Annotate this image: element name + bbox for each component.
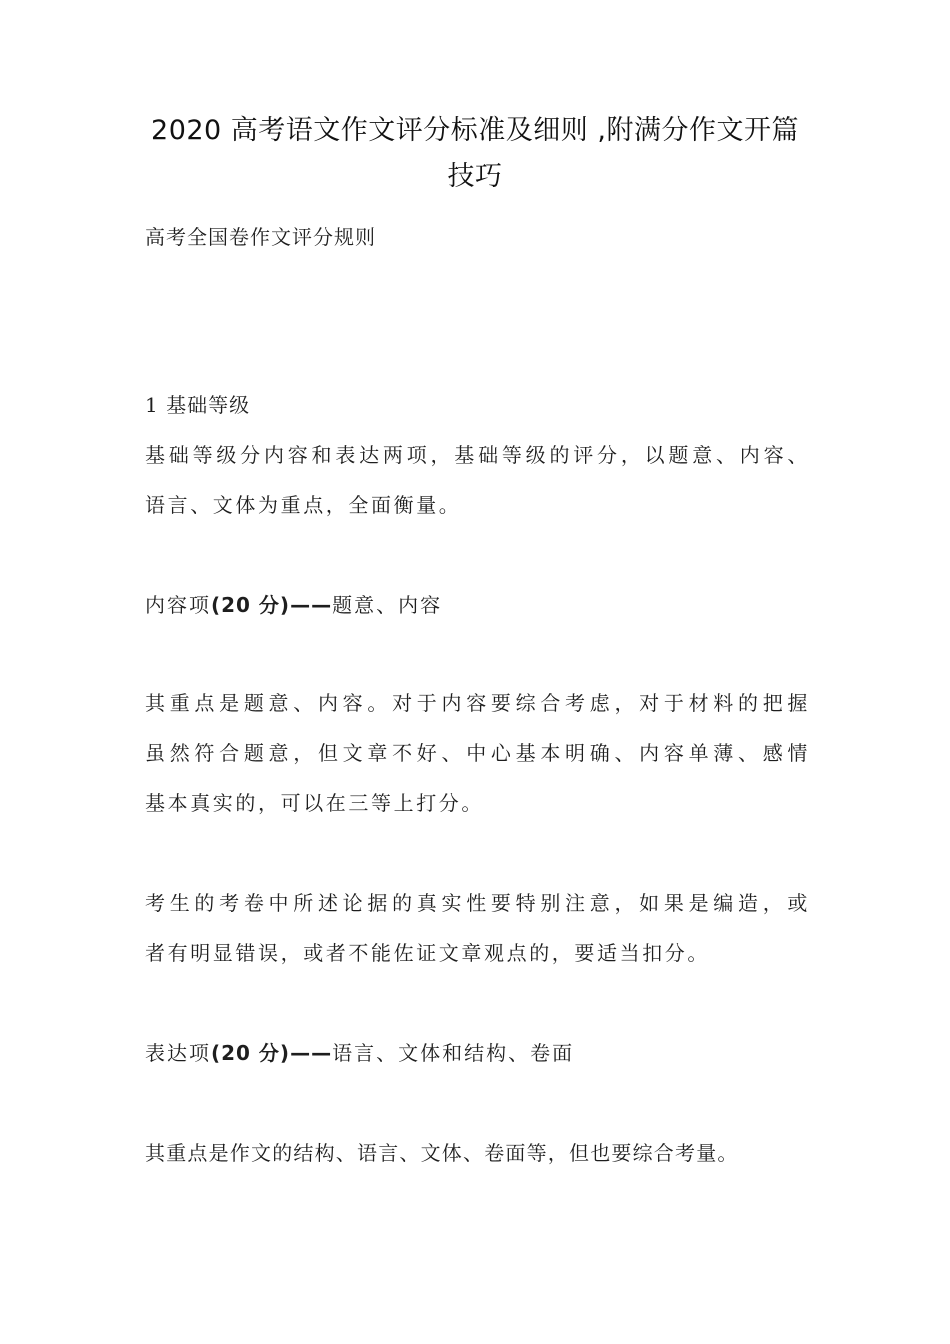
heading-suffix: 语言、文体和结构、卷面 — [332, 1041, 575, 1065]
document-subtitle: 高考全国卷作文评分规则 — [145, 225, 376, 249]
paragraph-line: 语言、文体为重点，全面衡量。 — [145, 493, 462, 517]
paragraph-line: 基本真实的，可以在三等上打分。 — [145, 791, 484, 815]
expression-item-heading — [145, 1028, 810, 1078]
document-title: 2020 高考语文作文评分标准及细则 ,附满分作文开篇技巧 — [151, 115, 799, 192]
paragraph-line: 其重点是作文的结构、语言、文体、卷面等，但也要综合考量。 — [145, 1141, 739, 1165]
paragraph-line: 虽然符合题意，但文章不好、中心基本明确、内容单薄、感情 — [145, 741, 810, 765]
section-intro-paragraph — [145, 430, 810, 530]
content-item-paragraph-1 — [145, 678, 810, 828]
paragraph-line: 考生的考卷中所述论据的真实性要特别注意，如果是编造，或 — [145, 891, 810, 915]
paragraph-line: 基础等级分内容和表达两项，基础等级的评分，以题意、内容、 — [145, 443, 810, 467]
content-item-heading — [145, 580, 810, 630]
heading-suffix: 题意、内容 — [332, 593, 443, 617]
content-item-paragraph-2 — [145, 878, 810, 978]
expression-item-paragraph-1 — [145, 1128, 810, 1178]
section-heading-basic-level: 1 基础等级 — [145, 393, 251, 417]
paragraph-line: 其重点是题意、内容。对于内容要综合考虑，对于材料的把握 — [145, 691, 810, 715]
paragraph-line: 者有明显错误，或者不能佐证文章观点的，要适当扣分。 — [145, 941, 710, 965]
heading-prefix: 表达项 — [145, 1041, 211, 1065]
heading-score: (20 分)—— — [211, 1041, 333, 1065]
heading-prefix: 内容项 — [145, 593, 211, 617]
heading-score: (20 分)—— — [211, 593, 333, 617]
